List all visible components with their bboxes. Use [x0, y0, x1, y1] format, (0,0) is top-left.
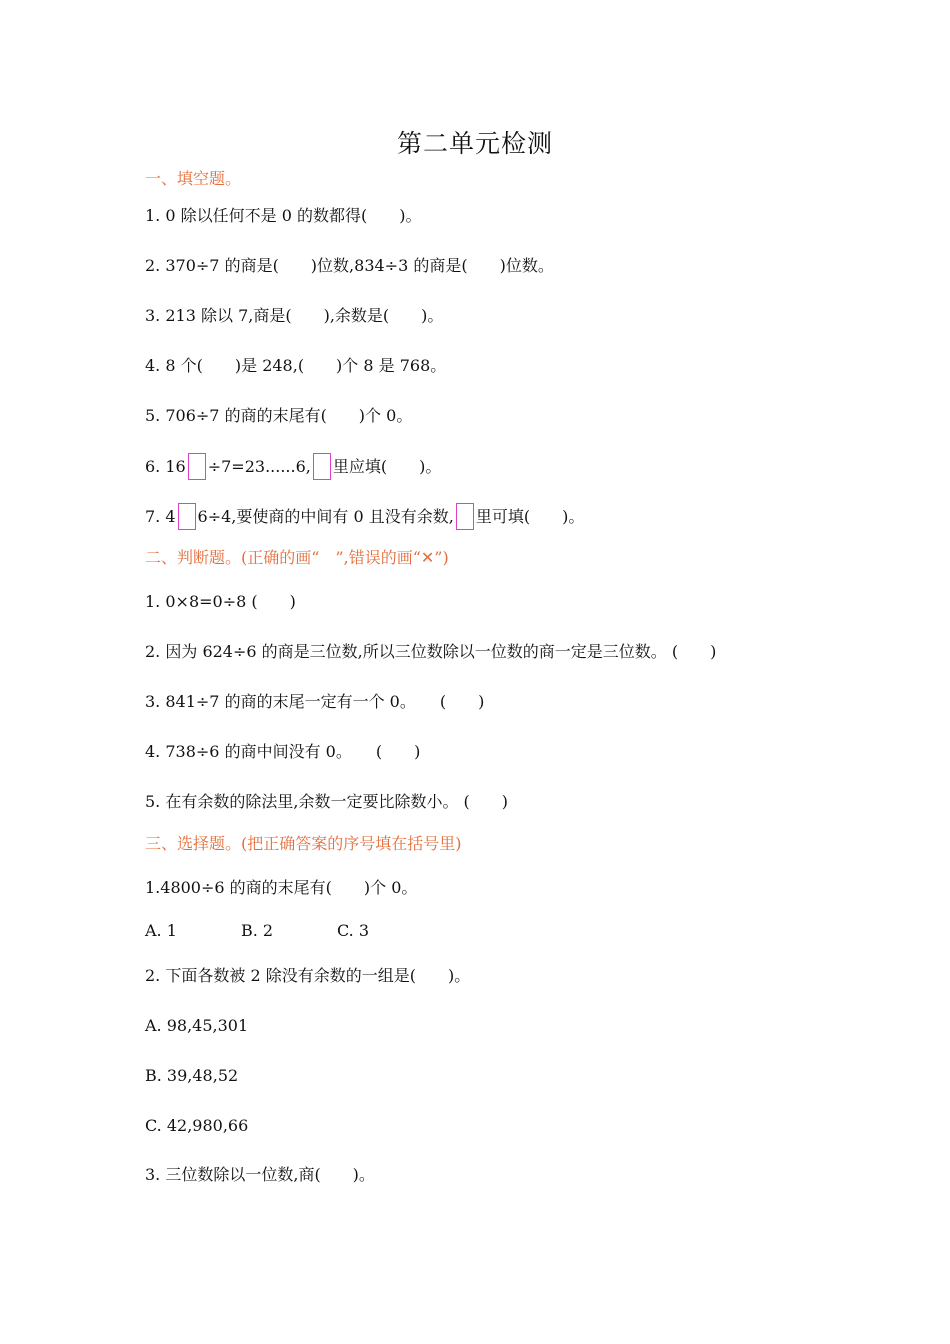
blank-box	[178, 503, 196, 530]
choice-question-2-option-a: A. 98,45,301	[145, 1016, 249, 1035]
judge-question-2: 2. 因为 624÷6 的商是三位数,所以三位数除以一位数的商一定是三位数。 ( )	[145, 642, 717, 661]
choice-question-3: 3. 三位数除以一位数,商( )。	[145, 1165, 375, 1184]
choice-question-2: 2. 下面各数被 2 除没有余数的一组是( )。	[145, 966, 471, 985]
fill-question-6	[145, 454, 441, 481]
fill-question-6-part-2: ÷7=23......6,	[207, 457, 311, 476]
fill-question-7-part-2: 6÷4,要使商的中间有 0 且没有余数,	[197, 507, 454, 526]
option-a: A. 1	[145, 921, 177, 940]
choice-question-2-option-b: B. 39,48,52	[145, 1066, 239, 1085]
option-b: B. 2	[241, 921, 274, 940]
fill-question-6-part-3: 里应填( )。	[332, 457, 442, 476]
blank-box	[313, 453, 331, 480]
fill-question-7-part-3: 里可填( )。	[475, 507, 585, 526]
blank-box	[188, 453, 206, 480]
judge-question-5: 5. 在有余数的除法里,余数一定要比除数小。 ( )	[145, 792, 509, 811]
fill-question-7	[145, 504, 584, 531]
choice-question-1: 1.4800÷6 的商的末尾有( )个 0。	[145, 878, 418, 897]
section-multiple-choice: 三、选择题。(把正确答案的序号填在括号里)	[145, 834, 462, 853]
choice-question-1-options	[145, 920, 433, 942]
fill-question-3: 3. 213 除以 7,商是( ),余数是( )。	[145, 306, 444, 325]
fill-question-5: 5. 706÷7 的商的末尾有( )个 0。	[145, 406, 413, 425]
fill-question-1: 1. 0 除以任何不是 0 的数都得( )。	[145, 206, 422, 225]
judge-question-3: 3. 841÷7 的商的末尾一定有一个 0。 ( )	[145, 692, 485, 711]
section-true-false: 二、判断题。(正确的画“ ”,错误的画“✕”)	[145, 548, 449, 567]
fill-question-4: 4. 8 个( )是 248,( )个 8 是 768。	[145, 356, 447, 375]
fill-question-7-part-1: 7. 4	[145, 507, 176, 526]
fill-question-2: 2. 370÷7 的商是( )位数,834÷3 的商是( )位数。	[145, 256, 554, 275]
judge-question-4: 4. 738÷6 的商中间没有 0。 ( )	[145, 742, 421, 761]
option-c: C. 3	[337, 921, 370, 940]
fill-question-6-part-1: 6. 16	[145, 457, 186, 476]
section-fill-in: 一、填空题。	[145, 169, 242, 188]
blank-box	[456, 503, 474, 530]
page-title: 第二单元检测	[396, 129, 553, 158]
choice-question-2-option-c: C. 42,980,66	[145, 1116, 249, 1135]
judge-question-1: 1. 0×8=0÷8 ( )	[145, 592, 296, 611]
